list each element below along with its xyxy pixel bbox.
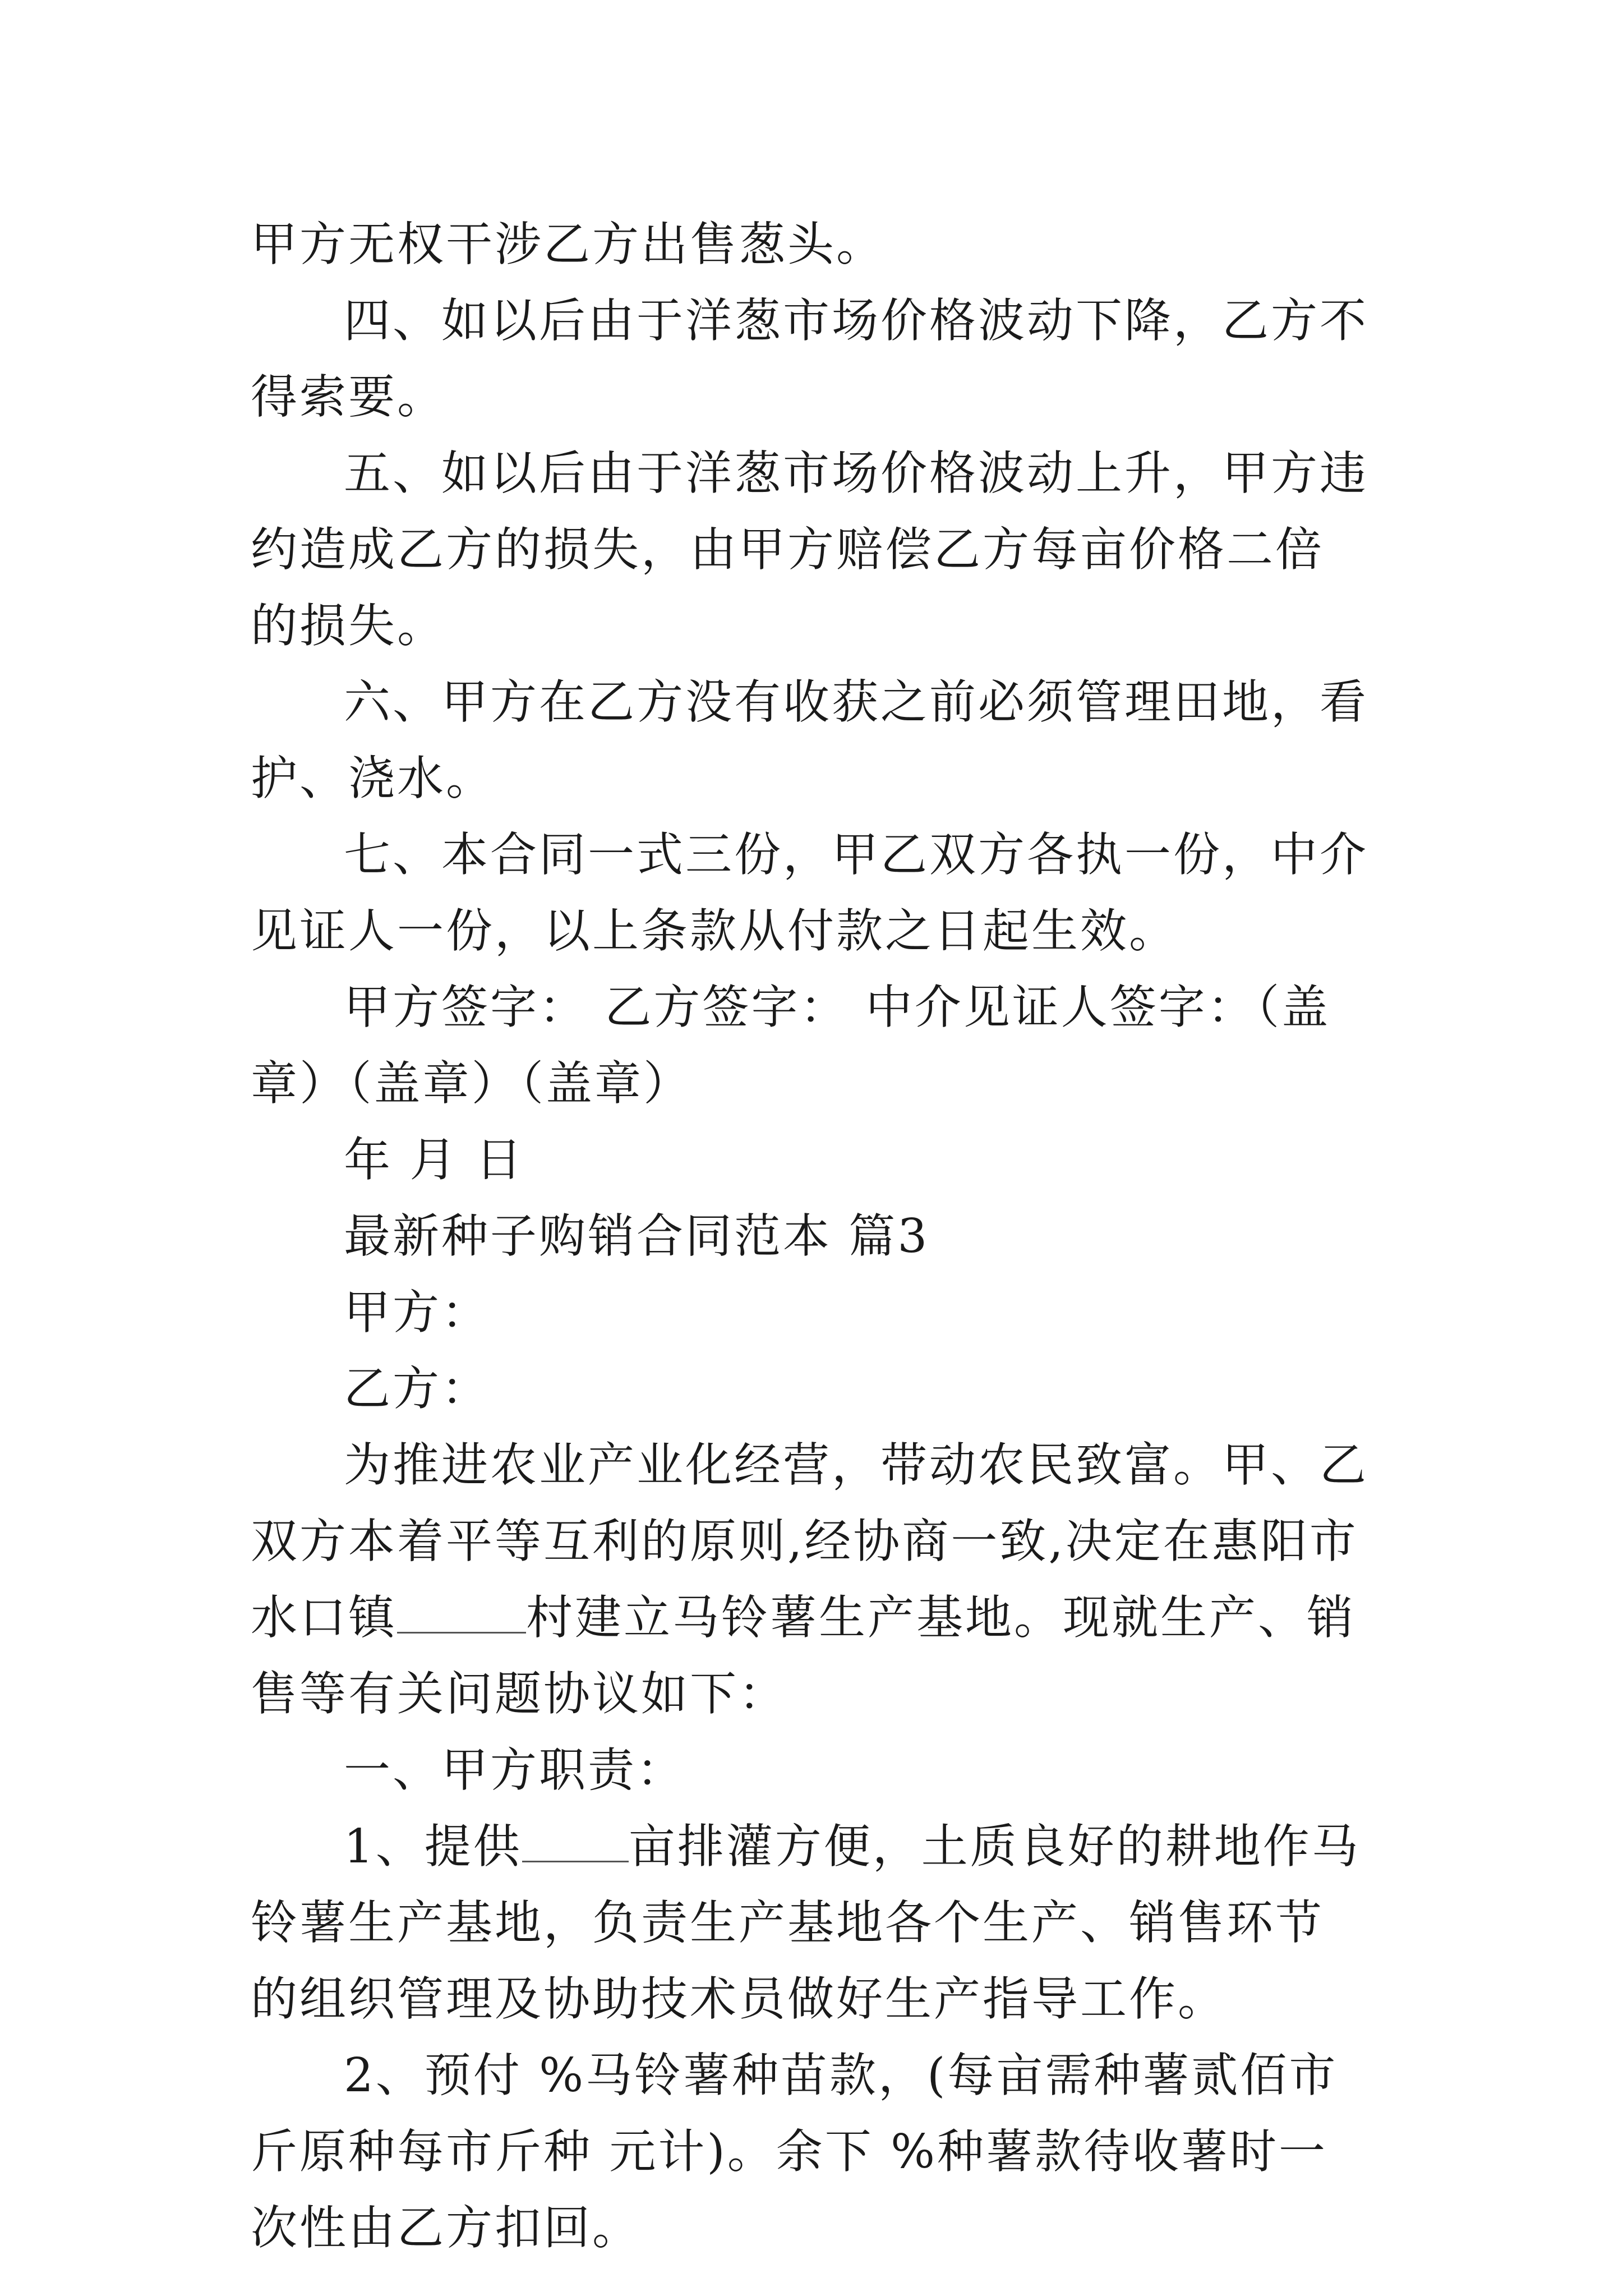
party-a-duties-heading: 一、甲方职责： [344, 1743, 685, 1797]
duty-item-1-start: 1、提供 [344, 1819, 522, 1874]
preamble-text-start: 为推进农业产业化经营，带动农民致富。甲、乙双方本着平等互利的原则,经协商一致,决定在惠阳市水口镇 [251, 1438, 1368, 1645]
clause-six: 六、甲方在乙方没有收获之前必须管理田地，看护、浇水。 [251, 675, 1368, 806]
party-a-line: 甲方： [344, 1285, 490, 1340]
contract-body [251, 206, 1372, 2266]
signature-line: 甲方签字： 乙方签字： 中介见证人签字：（盖章）（盖章）（盖章） [251, 980, 1331, 1111]
paragraph-text: 甲方无权干涉乙方出售葱头。 [251, 217, 885, 272]
clause-seven: 七、本合同一式三份，甲乙双方各执一份，中介见证人一份，以上条款从付款之日起生效。 [251, 827, 1368, 958]
duty-item-2: 2、预付 %马铃薯种苗款，(每亩需种薯贰佰市斤原种每市斤种 元计)。余下 %种薯款待收薯时一次性由乙方扣回。 [251, 2048, 1338, 2255]
duty-item-1 [251, 1809, 1372, 2037]
village-blank [397, 1593, 526, 1634]
preamble-paragraph [251, 1427, 1372, 1732]
party-b-line: 乙方： [344, 1361, 490, 1416]
duty-item-1-end: 亩排灌方便，土质良好的耕地作马铃薯生产基地，负责生产基地各个生产、销售环节的组织管理及协助技术员做好生产指导工作。 [251, 1819, 1361, 2026]
date-line: 年 月 日 [344, 1133, 524, 1187]
clause-five: 五、如以后由于洋葱市场价格波动上升，甲方违约造成乙方的损失，由甲方赔偿乙方每亩价格二倍的损失。 [251, 446, 1368, 653]
preamble-text-end: 村建立马铃薯生产基地。现就生产、销售等有关问题协议如下： [251, 1590, 1355, 1721]
clause-four: 四、如以后由于洋葱市场价格波动下降，乙方不得索要。 [251, 293, 1368, 424]
section-title: 最新种子购销合同范本 篇3 [344, 1209, 930, 1263]
acreage-blank [522, 1821, 629, 1862]
